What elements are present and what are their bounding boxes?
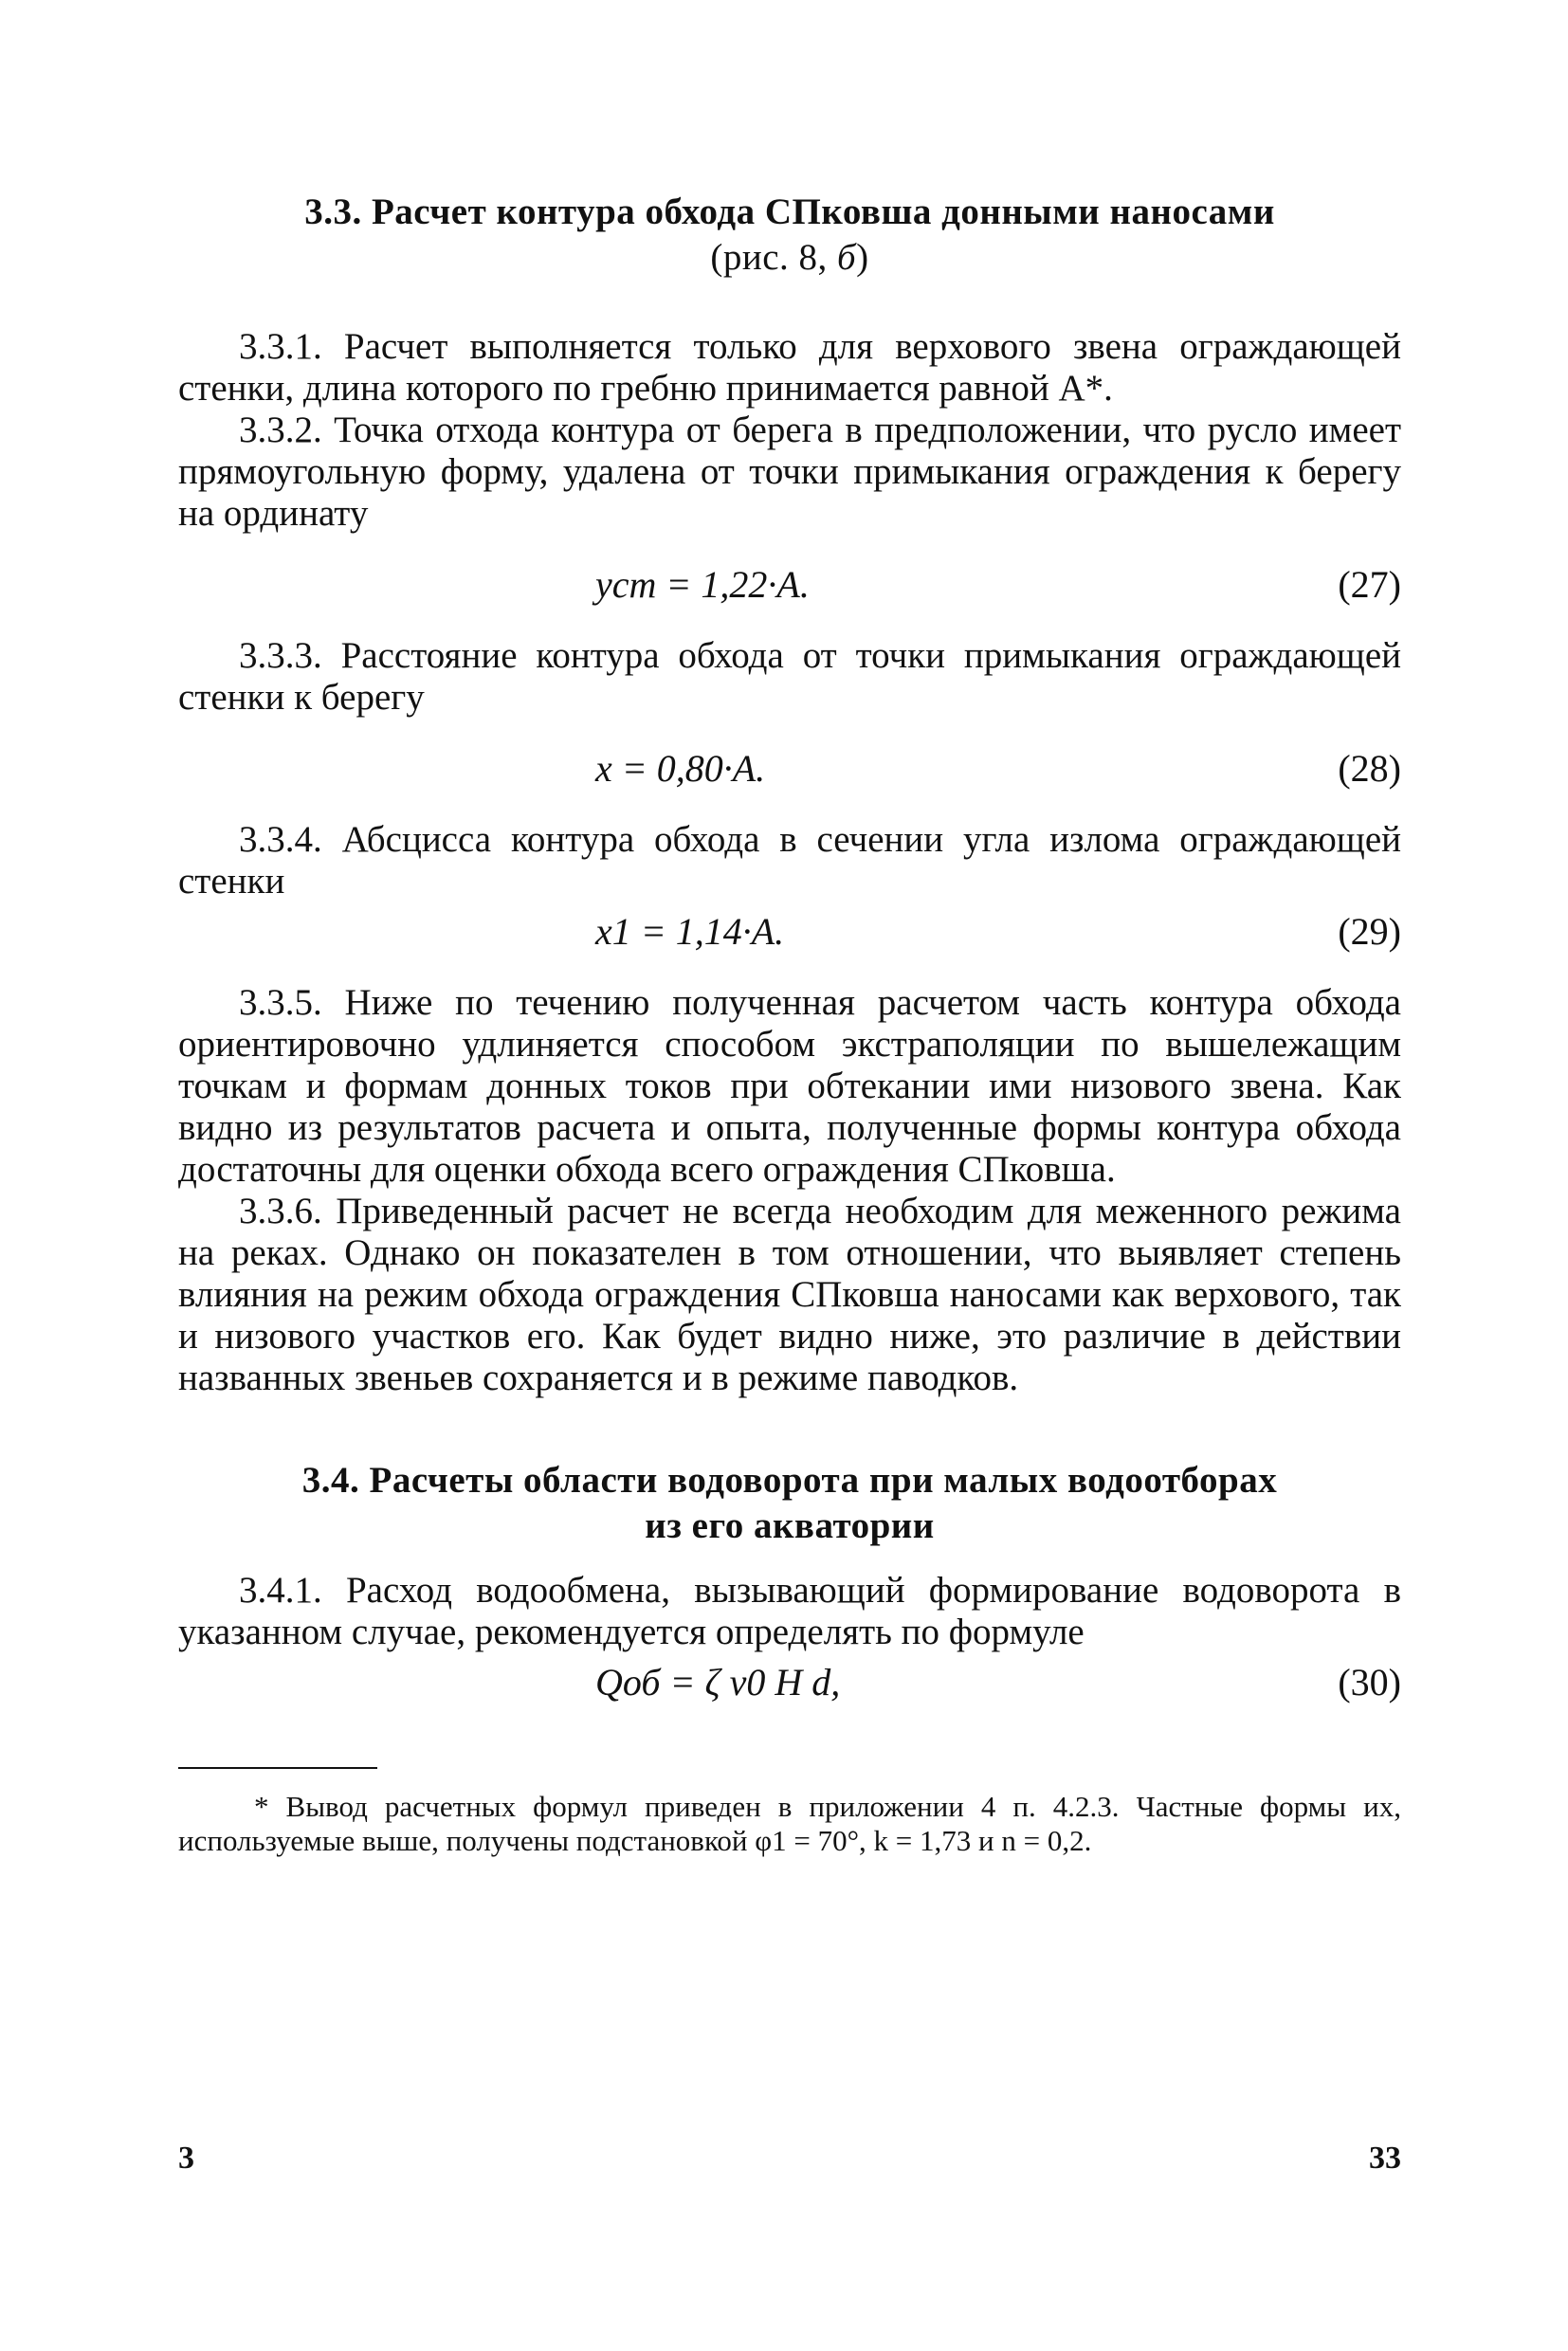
document-page [178, 190, 1401, 2266]
formula-30-number: (30) [1338, 1661, 1401, 1704]
section-3-4-heading [178, 1458, 1401, 1549]
formula-28 [178, 739, 1401, 798]
section-3-3-heading [178, 190, 1401, 281]
section-3-3-title: 3.3. Расчет контура обхода СПковша донными наносами [304, 191, 1275, 232]
formula-29-number: (29) [1338, 910, 1401, 953]
footnote-divider [178, 1767, 377, 1769]
page-footer [178, 2141, 1401, 2182]
formula-29-expression: x1 = 1,14·A. [595, 910, 785, 953]
paragraph-3-3-4: 3.3.4. Абсцисса контура обхода в сечении угла излома ограждающей стенки [178, 819, 1401, 902]
section-3-4-title-line2: из его акватории [645, 1505, 935, 1546]
paragraph-3-3-3: 3.3.3. Расстояние контура обхода от точки примыкания ограждающей стенки к берегу [178, 635, 1401, 718]
formula-29 [178, 902, 1401, 961]
formula-27-number: (27) [1338, 563, 1401, 606]
formula-28-number: (28) [1338, 747, 1401, 790]
formula-28-expression: x = 0,80·A. [595, 747, 766, 790]
footnote: * Вывод расчетных формул приведен в приложении 4 п. 4.2.3. Частные формы их, используемые выше, получены подстановкой φ1 = 70°, k = 1,73 и n = 0,2. [178, 1790, 1401, 1857]
section-3-4-title-line1: 3.4. Расчеты области водоворота при малых водоотборах [301, 1460, 1278, 1501]
paragraph-3-3-6: 3.3.6. Приведенный расчет не всегда необходим для меженного режима на реках. Однако он показателен в том отношении, что выявляет степень влияния на режим обхода ограждения СПковша наносами как верхового, так и низового участков его. Как будет видно ниже, это различие в действии названных звеньев сохраняется и в режиме паводков. [178, 1191, 1401, 1398]
page-number: 33 [1369, 2141, 1401, 2176]
formula-30-expression: Qоб = ζ v0 H d, [595, 1661, 841, 1704]
formula-27 [178, 556, 1401, 614]
paragraph-3-3-2: 3.3.2. Точка отхода контура от берега в предположении, что русло имеет прямоугольную форму, удалена от точки примыкания ограждения к берегу на ординату [178, 410, 1401, 534]
formula-30 [178, 1653, 1401, 1712]
paragraph-3-3-1: 3.3.1. Расчет выполняется только для верхового звена ограждающей стенки, длина которого по гребню принимается равной A*. [178, 326, 1401, 409]
signature-mark: 3 [178, 2141, 194, 2176]
paragraph-3-4-1: 3.4.1. Расход водообмена, вызывающий формирование водоворота в указанном случае, рекомендуется определять по формуле [178, 1570, 1401, 1652]
formula-27-expression: yст = 1,22·A. [595, 563, 810, 606]
section-3-3-subtitle: (рис. 8, б) [710, 237, 869, 278]
paragraph-3-3-5: 3.3.5. Ниже по течению полученная расчетом часть контура обхода ориентировочно удлиняется способом экстраполяции по вышележащим точкам и формам донных токов при обтекании ими низового звена. Как видно из результатов расчета и опыта, полученные формы контура обхода достаточны для оценки обхода всего ограждения СПковша. [178, 982, 1401, 1190]
